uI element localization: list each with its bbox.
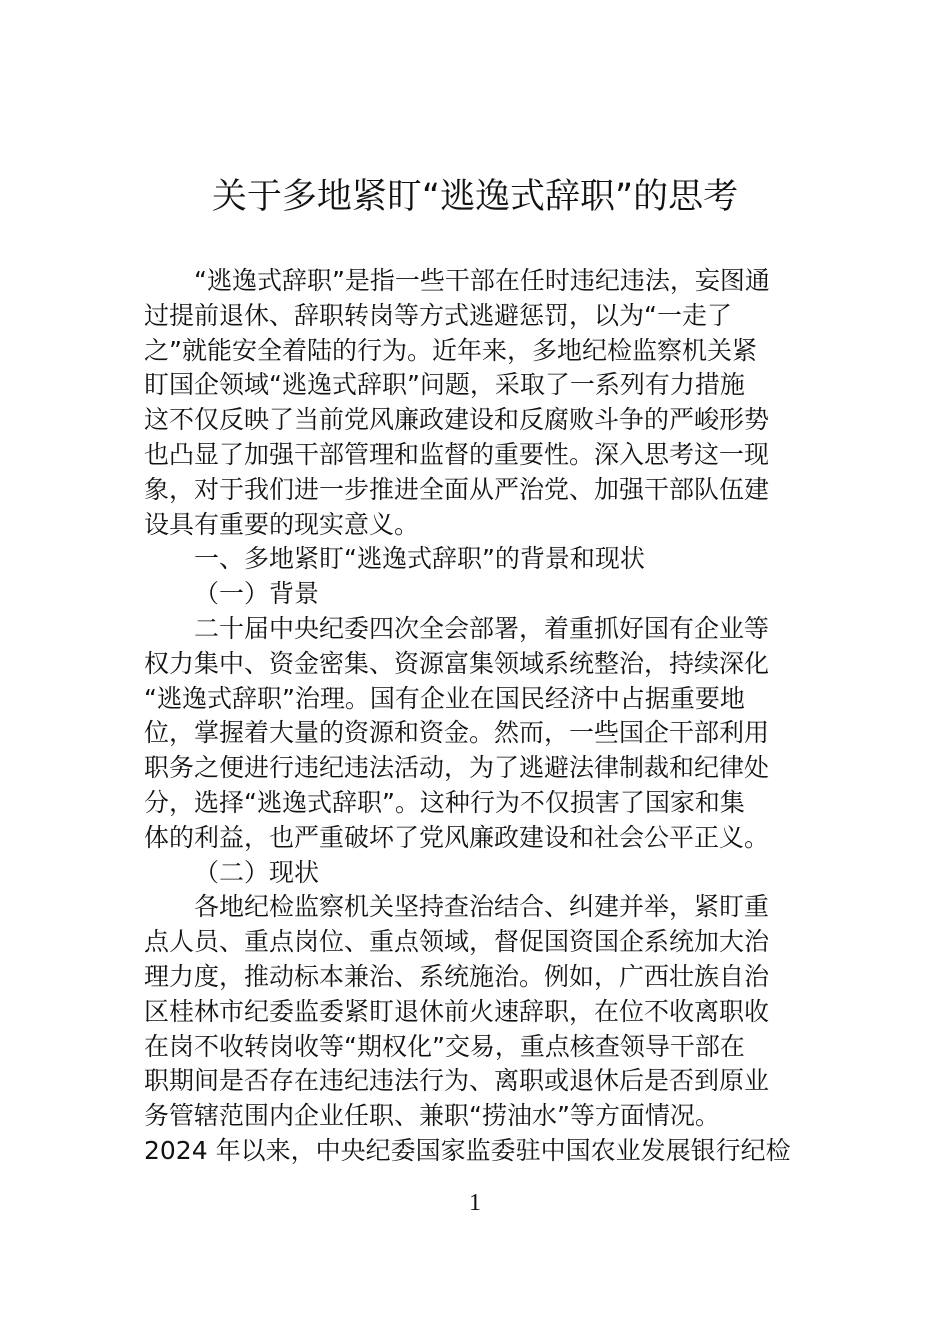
body-line: 在岗不收转岗收等“期权化”交易，重点核查领导干部在: [144, 1031, 745, 1061]
body-line: 二十届中央纪委四次全会部署，着重抓好国有企业等: [194, 613, 770, 643]
body-line: 分，选择“逃逸式辞职”。这种行为不仅损害了国家和集: [144, 787, 745, 817]
body-line: 各地纪检监察机关坚持查治结合、纠建并举，紧盯重: [194, 892, 770, 922]
section-heading: 一、多地紧盯“逃逸式辞职”的背景和现状: [194, 544, 645, 574]
subsection-heading: （二）现状: [194, 857, 320, 887]
body-line: “逃逸式辞职”是指一些干部在任时违纪违法，妄图通: [194, 266, 770, 295]
body-line: 这不仅反映了当前党风廉政建设和反腐败斗争的严峻形势: [144, 405, 770, 435]
body-line: 权力集中、资金密集、资源富集领域系统整治，持续深化: [144, 648, 770, 678]
body-line: 区桂林市纪委监委紧盯退休前火速辞职，在位不收离职收: [144, 996, 770, 1026]
body-line: 设具有重要的现实意义。: [144, 509, 420, 539]
subsection-heading: （一）背景: [194, 579, 320, 609]
page-number: 1: [469, 1190, 481, 1216]
body-line: 点人员、重点岗位、重点领域，督促国资国企系统加大治: [144, 927, 770, 957]
body-line: “逃逸式辞职”治理。国有企业在国民经济中占据重要地: [144, 683, 745, 713]
body-line: 务管辖范围内企业任职、兼职“捞油水”等方面情况。: [144, 1101, 720, 1131]
body-line: 也凸显了加强干部管理和监督的重要性。深入思考这一现: [144, 439, 770, 469]
body-line: 职期间是否存在违纪违法行为、离职或退休后是否到原业: [144, 1066, 770, 1096]
body-line: 理力度，推动标本兼治、系统施治。例如，广西壮族自治: [144, 961, 770, 991]
body-line: 职务之便进行违纪违法活动，为了逃避法律制裁和纪律处: [144, 753, 770, 783]
body-line: 体的利益，也严重破坏了党风廉政建设和社会公平正义。: [144, 822, 770, 852]
body-line: 之”就能安全着陆的行为。近年来，多地纪检监察机关紧: [144, 335, 757, 365]
document-title: 关于多地紧盯“逃逸式辞职”的思考: [211, 177, 739, 217]
body-line: 2024 年以来，中央纪委国家监委驻中国农业发展银行纪检: [144, 1135, 791, 1165]
document-body: [144, 264, 820, 1169]
body-line: 位，掌握着大量的资源和资金。然而，一些国企干部利用: [144, 718, 770, 748]
body-line: 盯国企领域“逃逸式辞职”问题，采取了一系列有力措施: [144, 370, 745, 400]
body-line: 过提前退休、辞职转岗等方式逃避惩罚，以为“一走了: [144, 300, 732, 330]
body-line: 象，对于我们进一步推进全面从严治党、加强干部队伍建: [144, 474, 770, 504]
